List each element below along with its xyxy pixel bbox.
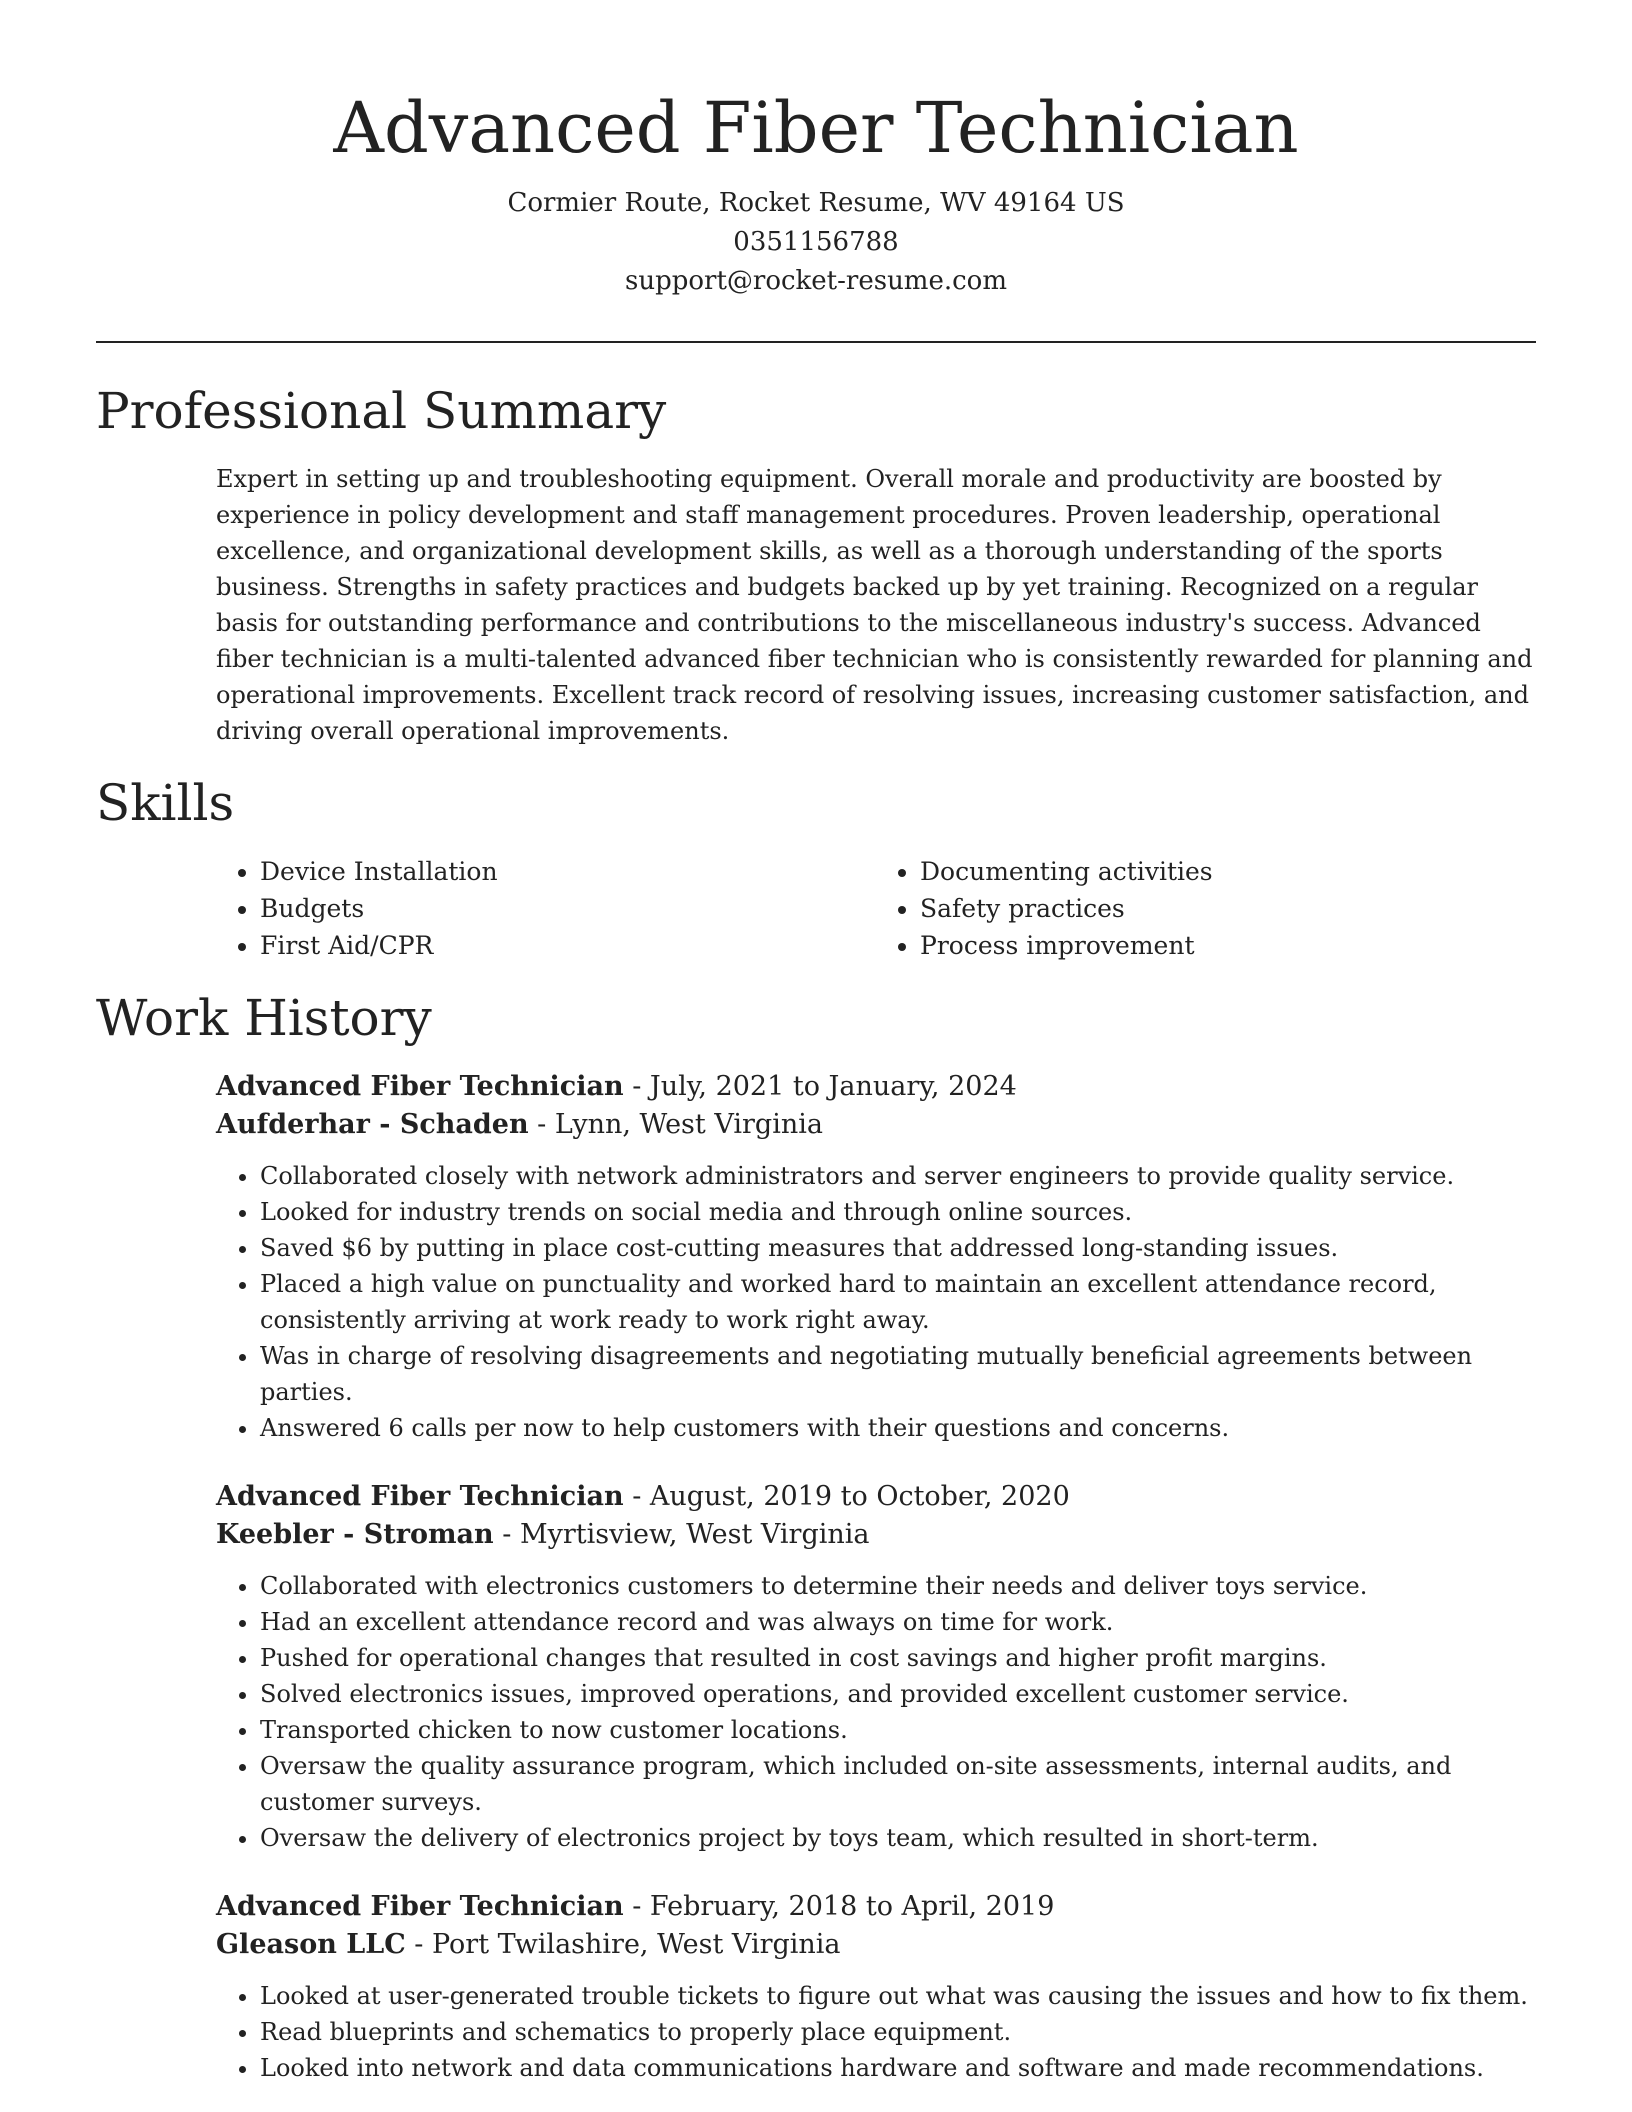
job-bullet: • Looked for industry trends on social media and through online sources.	[260, 1194, 1536, 1230]
job-bullet: • Answered 6 calls per now to help customers with their questions and concerns.	[260, 1410, 1536, 1446]
job-bullets	[216, 1158, 1536, 1446]
job-bullet: • Read blueprints and schematics to properly place equipment.	[260, 2014, 1536, 2050]
job-company: Keebler - Stroman	[216, 1519, 494, 1550]
skill-item: • Documenting activities	[920, 853, 1536, 890]
job-bullets	[216, 1568, 1536, 1856]
job-title-line	[216, 1478, 1536, 1516]
summary-text: Expert in setting up and troubleshooting equipment. Overall morale and productivity are boosted by experience in policy development and staff management procedures. Proven leadership, operational excellence, and organizational development skills, as well as a thorough understanding of the sports business. Strengths in safety practices and budgets backed up by yet training. Recognized on a regular basis for outstanding performance and contributions to the miscellaneous industry's success. Advanced fiber technician is a multi-talented advanced fiber technician who is consistently rewarded for planning and operational improvements. Excellent track record of resolving issues, increasing customer satisfaction, and driving overall operational improvements.	[216, 465, 1533, 745]
job-role: Advanced Fiber Technician	[216, 1891, 624, 1922]
skill-item: • First Aid/CPR	[260, 927, 876, 964]
email: support@rocket-resume.com	[624, 266, 1007, 296]
job-title-line	[216, 1888, 1536, 1926]
job-bullet: • Oversaw the quality assurance program, which included on-site assessments, internal audits, and customer surveys.	[260, 1748, 1536, 1820]
job-location: - Lynn, West Virginia	[528, 1109, 823, 1140]
skill-item: • Device Installation	[260, 853, 876, 890]
skill-item: • Process improvement	[920, 927, 1536, 964]
job-bullet: • Looked into network and data communications hardware and software and made recommendations.	[260, 2050, 1536, 2086]
job-role: Advanced Fiber Technician	[216, 1481, 624, 1512]
job-company-line	[216, 1106, 1536, 1144]
job-bullet: • Looked at user-generated trouble tickets to figure out what was causing the issues and how to fix them.	[260, 1978, 1536, 2014]
phone: 0351156788	[733, 227, 899, 257]
job-entry	[216, 1068, 1536, 1446]
job-dates: - February, 2018 to April, 2019	[623, 1891, 1055, 1922]
candidate-name: Advanced Fiber Technician	[333, 87, 1299, 169]
skills-heading: Skills	[96, 774, 235, 832]
job-entry	[216, 1478, 1536, 1856]
job-company: Aufderhar - Schaden	[216, 1109, 529, 1140]
resume-header	[0, 0, 1632, 301]
job-role: Advanced Fiber Technician	[216, 1071, 624, 1102]
job-dates: - August, 2019 to October, 2020	[623, 1481, 1070, 1512]
job-company-line	[216, 1516, 1536, 1554]
summary-heading: Professional Summary	[96, 382, 667, 440]
job-location: - Myrtisview, West Virginia	[493, 1519, 870, 1550]
job-title-line	[216, 1068, 1536, 1106]
work-history-heading: Work History	[96, 989, 432, 1047]
job-dates: - July, 2021 to January, 2024	[623, 1071, 1017, 1102]
header-divider	[96, 341, 1536, 343]
job-bullet: • Solved electronics issues, improved operations, and provided excellent customer service.	[260, 1676, 1536, 1712]
job-company-line	[216, 1926, 1536, 1964]
job-bullet: • Collaborated with electronics customers to determine their needs and deliver toys service.	[260, 1568, 1536, 1604]
skills-list	[216, 853, 1536, 964]
job-bullet: • Collaborated closely with network administrators and server engineers to provide quality service.	[260, 1158, 1536, 1194]
job-bullet: • Oversaw the delivery of electronics project by toys team, which resulted in short-term.	[260, 1820, 1536, 1856]
job-bullet: • Placed a high value on punctuality and worked hard to maintain an excellent attendance record, consistently arriving at work ready to work right away.	[260, 1266, 1536, 1338]
job-location: - Port Twilashire, West Virginia	[405, 1929, 841, 1960]
skills-column-right	[876, 853, 1536, 964]
skill-item: • Budgets	[260, 890, 876, 927]
job-bullets	[216, 1978, 1536, 2086]
skills-column-left	[216, 853, 876, 964]
contact-info	[0, 184, 1632, 301]
job-entry	[216, 1888, 1536, 2086]
job-bullet: • Had an excellent attendance record and was always on time for work.	[260, 1604, 1536, 1640]
job-bullet: • Pushed for operational changes that resulted in cost savings and higher profit margins.	[260, 1640, 1536, 1676]
job-company: Gleason LLC	[216, 1929, 406, 1960]
job-bullet: • Was in charge of resolving disagreements and negotiating mutually beneficial agreements between parties.	[260, 1338, 1536, 1410]
skill-item: • Safety practices	[920, 890, 1536, 927]
address: Cormier Route, Rocket Resume, WV 49164 US	[507, 188, 1125, 218]
job-bullet: • Transported chicken to now customer locations.	[260, 1712, 1536, 1748]
job-bullet: • Saved $6 by putting in place cost-cutting measures that addressed long-standing issues.	[260, 1230, 1536, 1266]
